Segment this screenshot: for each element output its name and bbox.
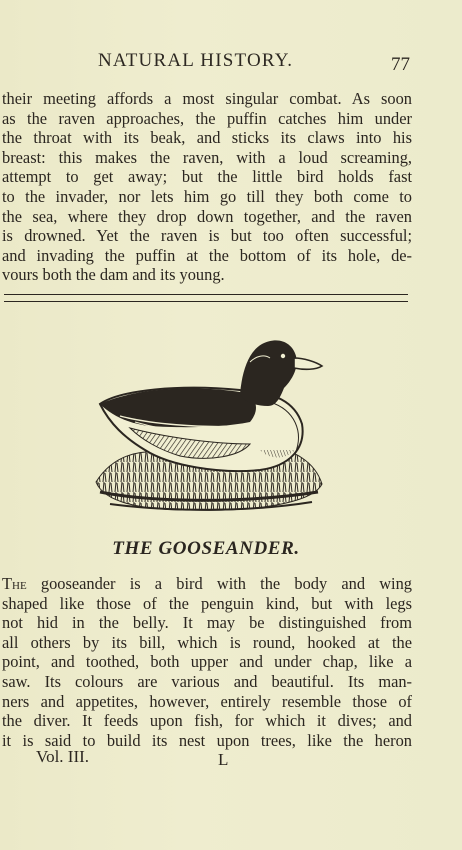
section-title: THE GOOSEANDER. [112,538,300,559]
text-line: point, and toothed, both upper and under chap, like a [2,652,412,672]
first-line-rest: gooseander is a bird with the body and wing [26,574,412,593]
text-line: ners and appetites, however, entirely resemble those of [2,691,412,711]
text-line: the throat with its beak, and sticks its claws into his [2,128,412,148]
page-header [0,50,462,74]
text-line: the sea, where they drop down together, and the raven [2,206,412,226]
running-head: NATURAL HISTORY. [98,50,294,71]
text-line: saw. Its colours are various and beautiful. Its man- [2,671,412,691]
text-line: attempt to get away; but the little bird holds fast [2,167,412,187]
text-line: their meeting affords a most singular combat. As soon [2,89,412,108]
text-line: vours both the dam and its young. [2,265,225,285]
volume-label: Vol. III. [36,747,90,766]
section-divider-rule [4,294,408,302]
gooseander-woodcut-illustration [90,332,328,518]
text-line: to the invader, nor lets him go till they both come to [2,186,412,206]
text-line: all others by its bill, which is round, hooked at the [2,632,412,652]
text-line: as the raven approaches, the puffin catches him under [2,108,412,128]
text-line: and invading the puffin at the bottom of its hole, de- [2,245,412,265]
text-line: shaped like those of the penguin kind, but with legs [2,593,412,613]
printer-signature-mark: L [218,750,229,769]
page-number: 77 [391,54,410,75]
paragraph-gooseander [2,574,412,750]
text-line: the diver. It feeds upon fish, for which it dives; and [2,711,412,731]
text-line [2,574,412,594]
text-line: not hid in the belly. It may be distinguished from [2,613,412,633]
paragraph-puffin [2,89,412,285]
signature-line [0,747,462,769]
opening-word: The [2,574,27,593]
text-line: is drowned. Yet the raven is but too often successful; [2,226,412,246]
text-line: breast: this makes the raven, with a loud screaming, [2,147,412,167]
text-line: it is said to build its nest upon trees, like the heron [2,730,412,750]
